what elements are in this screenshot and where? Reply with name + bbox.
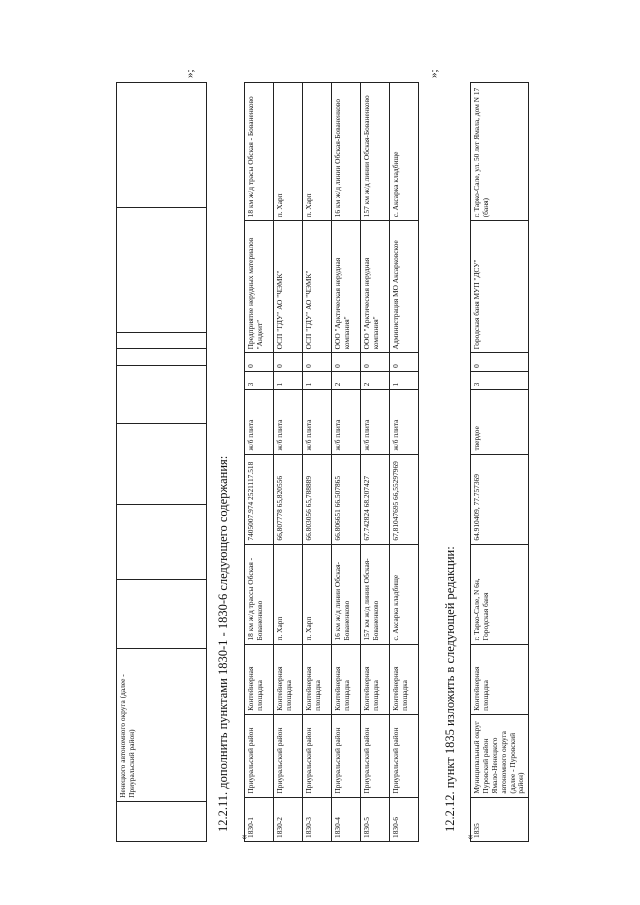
top-fragment-text: Ненецкого автономного округа (далее - Приуральский район) bbox=[117, 649, 207, 802]
table-row bbox=[361, 83, 390, 842]
cell-n: 1830-3 bbox=[303, 797, 332, 841]
cell-z: 0 bbox=[303, 353, 332, 372]
cell-count: 1 bbox=[303, 371, 332, 390]
cell-loc: 18 км ж/д трассы Обская - Бованенково bbox=[245, 544, 274, 644]
cell-z: 0 bbox=[332, 353, 361, 372]
cell-loc: г. Тарко-Сале, N 6н, Городская баня bbox=[471, 544, 529, 644]
cell-surface: ж/б плита bbox=[245, 390, 274, 454]
section1-close-quote: »; bbox=[428, 69, 440, 78]
cell-owner: ООО "Арктическая нерудная компания" bbox=[361, 221, 390, 353]
cell-z: 0 bbox=[361, 353, 390, 372]
cell-n: 1830-4 bbox=[332, 797, 361, 841]
cell-district: Приуральский район bbox=[274, 714, 303, 797]
cell-loc: п. Харп bbox=[274, 544, 303, 644]
cell-addr: 157 км ж/д линии Обская-Бованенково bbox=[361, 83, 390, 221]
cell-district: Приуральский район bbox=[390, 714, 419, 797]
cell-surface: ж/б плита bbox=[274, 390, 303, 454]
cell-coords: 66.803056 65,788889 bbox=[303, 454, 332, 544]
table-row bbox=[332, 83, 361, 842]
cell-n: 1830-2 bbox=[274, 797, 303, 841]
cell-district: Приуральский район bbox=[332, 714, 361, 797]
cell-type: Контейнерная площадка bbox=[332, 644, 361, 714]
cell-addr: п. Харп bbox=[303, 83, 332, 221]
table-row bbox=[245, 83, 274, 842]
cell-coords: 67,81047695 66,55297969 bbox=[390, 454, 419, 544]
cell-type: Контейнерная площадка bbox=[303, 644, 332, 714]
cell-loc: с. Аксарка кладбище bbox=[390, 544, 419, 644]
section2-heading: 12.2.12. пункт 1835 изложить в следующей редакции: bbox=[443, 546, 457, 832]
cell-count: 2 bbox=[361, 371, 390, 390]
cell-surface: ж/б плита bbox=[332, 390, 361, 454]
cell-district: Приуральский район bbox=[245, 714, 274, 797]
cell-surface: твердое bbox=[471, 390, 529, 454]
cell-owner: Предприятие нерудных материалов "Андеит" bbox=[245, 221, 274, 353]
cell-z: 0 bbox=[390, 353, 419, 372]
cell-n: 1835 bbox=[471, 797, 529, 841]
cell-count: 1 bbox=[274, 371, 303, 390]
cell-count: 1 bbox=[390, 371, 419, 390]
section1-table bbox=[244, 82, 419, 842]
cell-owner: ОСП "ГДУ" АО "ЧЭМК" bbox=[303, 221, 332, 353]
cell-district: Приуральский район bbox=[361, 714, 390, 797]
cell-owner: ООО "Арктическая нерудная компания" bbox=[332, 221, 361, 353]
cell-coords: 67.742824 68.207427 bbox=[361, 454, 390, 544]
rotated-landscape-content bbox=[110, 52, 530, 852]
section1-open-quote: « bbox=[238, 834, 250, 840]
cell-n: 1830-5 bbox=[361, 797, 390, 841]
top-fragment-table bbox=[116, 82, 207, 842]
section2-table bbox=[470, 82, 529, 842]
cell-coords: 7405007.974 2521117.518 bbox=[245, 454, 274, 544]
cell-addr: г. Тарко-Сале, ул. 50 лет Ямала, дом N 17 (баня) bbox=[471, 83, 529, 221]
table-row bbox=[390, 83, 419, 842]
cell-count: 2 bbox=[332, 371, 361, 390]
cell-surface: ж/б плита bbox=[390, 390, 419, 454]
cell-district: Муниципальный округ Пуровский район Ямало-Ненецкого автономного округа (далее - Пуровский район) bbox=[471, 714, 529, 797]
cell-z: 0 bbox=[471, 353, 529, 372]
cell-count: 3 bbox=[471, 371, 529, 390]
cell-owner: Городская баня МУП "ДСУ" bbox=[471, 221, 529, 353]
cell-addr: п. Харп bbox=[274, 83, 303, 221]
cell-coords: 66,807778 65,820556 bbox=[274, 454, 303, 544]
cell-type: Контейнерная площадка bbox=[390, 644, 419, 714]
cell-type: Контейнерная площадка bbox=[361, 644, 390, 714]
table-row bbox=[471, 83, 529, 842]
table-row bbox=[303, 83, 332, 842]
cell-coords: 66.806651 66.507865 bbox=[332, 454, 361, 544]
cell-loc: п. Харп bbox=[303, 544, 332, 644]
cell-type: Контейнерная площадка bbox=[471, 644, 529, 714]
cell-type: Контейнерная площадка bbox=[245, 644, 274, 714]
cell-count: 3 bbox=[245, 371, 274, 390]
cell-addr: 16 км ж/д линии Обская-Бованенково bbox=[332, 83, 361, 221]
cell-surface: ж/б плита bbox=[361, 390, 390, 454]
table-row bbox=[274, 83, 303, 842]
cell-addr: с. Аксарка кладбище bbox=[390, 83, 419, 221]
cell-addr: 18 км ж/д трасы Обская - Бованенково bbox=[245, 83, 274, 221]
cell-owner: ОСП "ГДУ" АО "ЧЭМК" bbox=[274, 221, 303, 353]
section1-heading: 12.2.11. дополнить пунктами 1830-1 - 1830-6 следующего содержания: bbox=[216, 455, 230, 832]
cell-n: 1830-1 bbox=[245, 797, 274, 841]
cell-owner: Администрация МО Аксарковское bbox=[390, 221, 419, 353]
cell-z: 0 bbox=[274, 353, 303, 372]
top-close-quote: »; bbox=[184, 69, 196, 78]
cell-n: 1830-6 bbox=[390, 797, 419, 841]
cell-coords: 64.910409, 77.757369 bbox=[471, 454, 529, 544]
cell-type: Контейнерная площадка bbox=[274, 644, 303, 714]
cell-loc: 157 км ж/д линии Обская-Бованенково bbox=[361, 544, 390, 644]
cell-z: 0 bbox=[245, 353, 274, 372]
cell-district: Приуральский район bbox=[303, 714, 332, 797]
section2-open-quote: « bbox=[464, 834, 476, 840]
cell-loc: 16 км ж/д линии Обская-Бованенково bbox=[332, 544, 361, 644]
cell-surface: ж/б плита bbox=[303, 390, 332, 454]
